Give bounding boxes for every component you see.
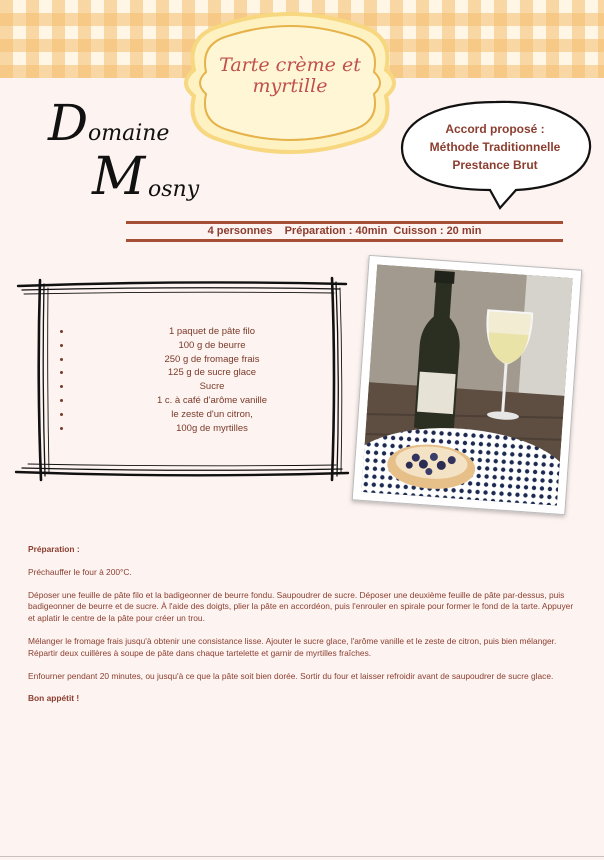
preparation-step: Mélanger le fromage frais jusqu'à obtenir une consistance lisse. Ajouter le sucre glace, l'arôme vanille et le zeste de citron, puis bien mélanger. Répartir deux cuillères à soupe de pâte dans chaque tartelette et garnir de myrtilles fraîches.: [28, 635, 557, 658]
domaine-mosny-logo: [44, 92, 244, 212]
recipe-meta: 4 personnes Préparation : 40min Cuisson : 20 min: [207, 225, 482, 237]
ingredient-item: • 1 paquet de pâte filo: [72, 325, 352, 339]
svg-text:D: D: [48, 94, 89, 152]
pairing-text: [410, 120, 580, 174]
recipe-title: [200, 55, 380, 97]
photo-illustration: [361, 264, 572, 505]
ingredient-item: • le zeste d'un citron,: [72, 408, 352, 422]
preparation-step: Préchauffer le four à 200°C.: [28, 566, 132, 577]
recipe-title-line2: myrtille: [252, 75, 328, 97]
logo-word-mosny: osny: [148, 177, 200, 202]
pairing-wine-line1: Méthode Traditionnelle: [429, 140, 561, 154]
preparation-heading: Préparation :: [28, 544, 80, 554]
meta-rule-bottom: [126, 239, 563, 242]
recipe-photo: [352, 255, 583, 515]
closing-line: Bon appétit !: [28, 693, 80, 704]
pairing-wine-line2: Prestance Brut: [452, 158, 538, 172]
preparation-step: Enfourner pendant 20 minutes, ou jusqu'à ce que la pâte soit bien dorée. Sortir du four et laisser refroidir avant de saupoudrer de sucre glace.: [28, 670, 554, 681]
ingredient-item: • 100g de myrtilles: [72, 422, 352, 436]
preparation-step: Déposer une feuille de pâte filo et la badigeonner de beurre fondu. Saupoudrer de sucre. Déposer une deuxième feuille de pâte par-dessus, puis badigeonner de beurre et de sucre. À l'aide des doigts, plier la pâte en accordéon, puis l'enrouler en spirale pour former le fond de la tarte. Appuyer et aplatir le centre de la pâte pour créer un trou.: [28, 589, 574, 624]
pairing-label: Accord proposé :: [445, 122, 545, 136]
meta-rule-top: [126, 221, 563, 224]
ingredient-item: • 250 g de fromage frais: [72, 353, 352, 367]
ingredient-item: • Sucre: [72, 380, 352, 394]
recipe-title-line1: Tarte crème et: [219, 54, 361, 76]
logo-word-domaine: omaine: [88, 121, 170, 146]
preparation-section: [28, 544, 576, 716]
ingredient-item: • 1 c. à café d'arôme vanille: [72, 394, 352, 408]
page-bottom-divider: [0, 856, 604, 857]
ingredient-item: • 125 g de sucre glace: [72, 366, 352, 380]
ingredients-list: [60, 325, 352, 435]
ingredient-item: • 100 g de beurre: [72, 339, 352, 353]
svg-text:M: M: [92, 147, 146, 207]
